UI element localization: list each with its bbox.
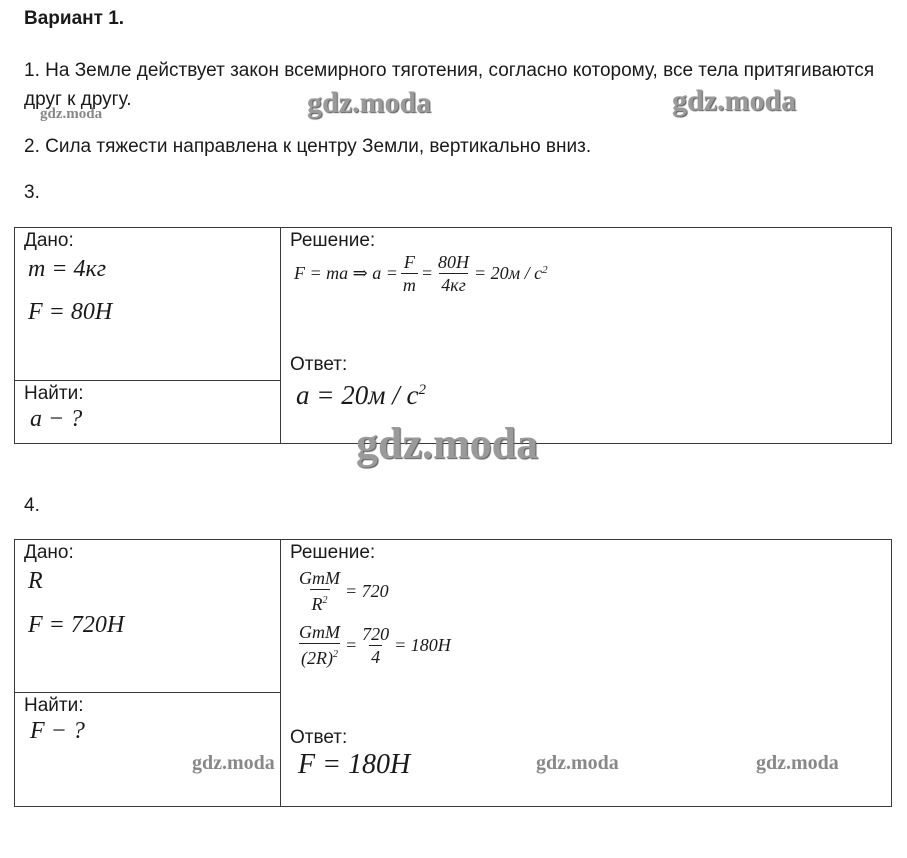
- formula-part: = 180H: [394, 634, 451, 655]
- given-mass: m = 4кг: [28, 256, 107, 282]
- solution-line-2: [294, 622, 451, 668]
- fraction: [401, 252, 418, 295]
- denominator: 4: [371, 646, 381, 667]
- given-label: Дано:: [24, 230, 74, 251]
- problem-3-number: 3.: [24, 182, 40, 203]
- numerator: F: [403, 252, 415, 272]
- solution-label: Решение:: [290, 542, 376, 563]
- denominator: m: [402, 275, 416, 295]
- denominator: [310, 589, 330, 614]
- given-force: F = 720H: [28, 612, 125, 638]
- watermark: gdz.moda: [307, 86, 432, 119]
- answer-item-1: 1. На Земле действует закон всемирного тяготения, согласно которому, все тела притягиваются друг к другу.: [24, 60, 875, 110]
- fraction: [436, 252, 471, 295]
- numerator: 720: [362, 623, 390, 644]
- exponent: 2: [418, 382, 426, 398]
- formula-part: = 20м / с: [474, 263, 543, 283]
- solution-formula: [294, 252, 548, 295]
- answer-text: a = 20м / с: [296, 380, 419, 410]
- exponent: 2: [542, 263, 548, 276]
- find-value: F − ?: [30, 718, 85, 744]
- solution-line-1: [294, 568, 389, 614]
- formula-part: =: [420, 263, 434, 283]
- find-label: Найти:: [24, 383, 84, 404]
- answer-label: Ответ:: [290, 727, 348, 748]
- watermark: gdz.moda: [756, 752, 839, 774]
- formula-part: =: [345, 634, 358, 655]
- find-label: Найти:: [24, 695, 84, 716]
- denominator: [299, 643, 340, 668]
- watermark: gdz.moda: [536, 752, 619, 774]
- numerator: 80H: [438, 252, 470, 272]
- fraction: [297, 568, 342, 614]
- formula-part: F = ma ⇒ a =: [294, 263, 398, 283]
- given-label: Дано:: [24, 542, 74, 563]
- fraction: [360, 624, 391, 667]
- formula-part: = 720: [345, 580, 389, 601]
- exponent: 2: [322, 595, 328, 606]
- numerator: GmM: [299, 568, 340, 588]
- watermark: gdz.moda: [40, 106, 103, 122]
- answer-label: Ответ:: [290, 354, 348, 375]
- denominator: 4кг: [441, 275, 466, 295]
- problem-4-number: 4.: [24, 495, 40, 516]
- given-force: F = 80H: [28, 299, 113, 325]
- find-value: a − ?: [30, 406, 83, 432]
- answer-item-2: 2. Сила тяжести направлена к центру Земли, вертикально вниз.: [24, 136, 592, 157]
- given-radius: R: [28, 568, 43, 594]
- watermark: gdz.moda: [192, 752, 275, 774]
- exponent: 2: [332, 649, 338, 660]
- watermark: gdz.moda: [672, 84, 797, 117]
- denominator-text: R: [311, 594, 323, 614]
- answer-value: F = 180H: [298, 749, 411, 780]
- solution-label: Решение:: [290, 230, 376, 251]
- answer-value: [296, 380, 426, 411]
- variant-title: Вариант 1.: [24, 8, 125, 29]
- denominator-text: (2R): [301, 648, 333, 668]
- fraction: [297, 622, 342, 668]
- watermark: gdz.moda: [356, 419, 539, 468]
- numerator: GmM: [299, 622, 340, 642]
